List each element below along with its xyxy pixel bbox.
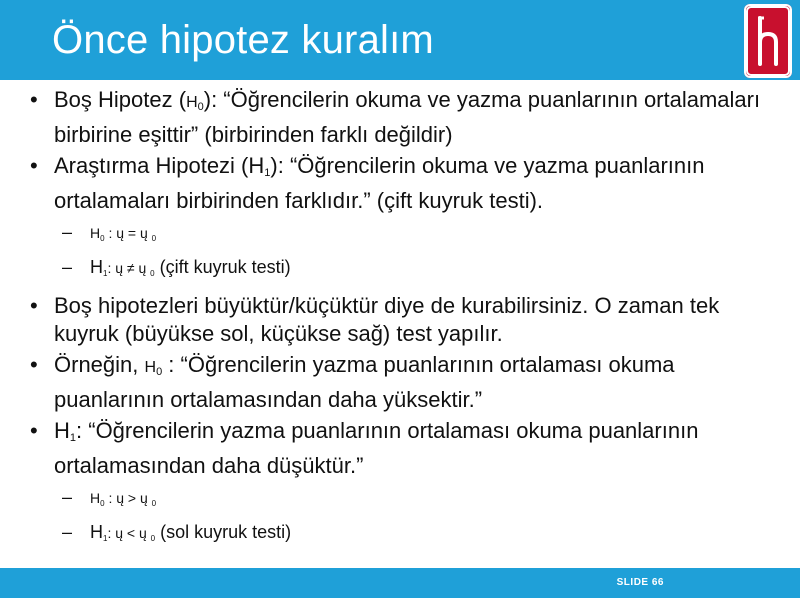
text: H bbox=[90, 257, 103, 277]
subscript: 1 bbox=[103, 269, 108, 278]
text: H bbox=[54, 418, 70, 443]
subscript: 1 bbox=[264, 167, 271, 179]
text: : “Öğrencilerin yazma puanlarının ortalaması okuma puanlarının ortalamasından daha düşüktür.” bbox=[54, 418, 699, 478]
subscript: 1 bbox=[103, 534, 108, 543]
sub-bullet-h0-equal bbox=[30, 218, 770, 253]
subscript: 0 bbox=[150, 534, 156, 543]
text: (çift kuyruk testi) bbox=[154, 257, 291, 277]
text: : ų = ų bbox=[104, 225, 152, 241]
subscript: 0 bbox=[156, 366, 163, 378]
text: : “Öğrencilerin yazma puanlarının ortalaması okuma puanlarının ortalamasından daha yüksektir.” bbox=[54, 352, 675, 412]
sub-bullet-h0-greater bbox=[30, 483, 770, 518]
subscript: 0 bbox=[151, 234, 157, 243]
bullet-one-tailed-note bbox=[30, 292, 770, 348]
text: H bbox=[90, 225, 101, 241]
bullet-example-h1 bbox=[30, 417, 770, 480]
subscript: 0 bbox=[150, 269, 155, 278]
subscript: 0 bbox=[100, 234, 105, 243]
university-h-logo-icon bbox=[744, 4, 792, 78]
subscript: 0 bbox=[197, 101, 204, 113]
text: H bbox=[144, 359, 157, 376]
text: H bbox=[90, 490, 101, 506]
text: Araştırma Hipotezi (H bbox=[54, 153, 265, 178]
slide-title: Önce hipotez kuralım bbox=[52, 18, 434, 62]
bullet-research-hypothesis bbox=[30, 152, 770, 215]
text: Örneğin, bbox=[54, 352, 145, 377]
title-bar bbox=[0, 0, 800, 80]
text: : ų ≠ ų bbox=[107, 260, 151, 276]
text: ): “Öğrencilerin okuma ve yazma puanlarının ortalamaları birbirinden farklıdır.” (çift kuyruk testi). bbox=[54, 153, 705, 213]
text: : ų > ų bbox=[104, 490, 152, 506]
text: H bbox=[186, 94, 198, 111]
text: Boş hipotezleri büyüktür/küçüktür diye de kurabilirsiniz. O zaman tek kuyruk (büyükse sol, küçükse sağ) test yapılır. bbox=[54, 293, 720, 346]
subscript: 0 bbox=[100, 499, 105, 508]
subscript: 0 bbox=[151, 499, 157, 508]
slide-number: SLIDE 66 bbox=[616, 577, 664, 588]
text: Boş Hipotez ( bbox=[54, 87, 187, 112]
subscript: 1 bbox=[69, 432, 77, 444]
sub-bullet-h1-less bbox=[30, 518, 770, 553]
text: H bbox=[90, 522, 103, 542]
sub-bullet-h1-not-equal bbox=[30, 253, 770, 288]
text: : ų < ų bbox=[107, 525, 151, 541]
slide-body bbox=[30, 86, 770, 553]
bullet-null-hypothesis bbox=[30, 86, 770, 149]
text: ): “Öğrencilerin okuma ve yazma puanlarının ortalamaları birbirine eşittir” (birbirinden farklı değildir) bbox=[54, 87, 761, 147]
bullet-example-h0 bbox=[30, 351, 770, 414]
text: (sol kuyruk testi) bbox=[155, 522, 292, 542]
footer-bar bbox=[0, 568, 800, 598]
